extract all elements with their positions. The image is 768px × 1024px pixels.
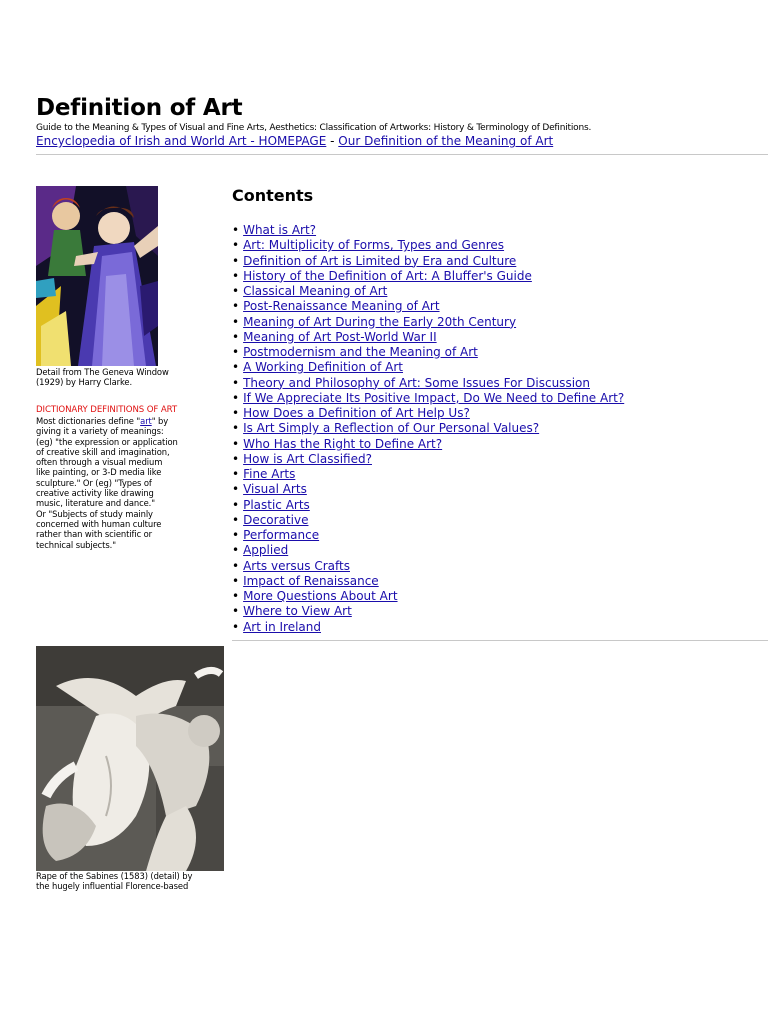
- contents-item: [232, 528, 624, 543]
- contents-list: [232, 223, 624, 635]
- geneva-window-image: [36, 186, 158, 366]
- bullet-icon: •: [232, 223, 240, 237]
- link-separator: -: [330, 134, 335, 148]
- bullet-icon: •: [232, 253, 240, 268]
- contents-item: [232, 620, 624, 635]
- caption-line: the hugely influential Florence-based: [36, 881, 189, 892]
- dictionary-heading: DICTIONARY DEFINITIONS OF ART: [36, 405, 178, 415]
- contents-link[interactable]: Visual Arts: [243, 482, 307, 497]
- contents-item: [232, 376, 624, 391]
- rape-of-sabines-image: [36, 646, 224, 871]
- contents-link[interactable]: Theory and Philosophy of Art: Some Issues For Discussion: [243, 375, 590, 390]
- contents-item: [232, 513, 624, 528]
- bullet-icon: •: [232, 558, 240, 573]
- contents-link[interactable]: How is Art Classified?: [243, 451, 372, 466]
- dict-line: technical subjects.": [36, 539, 116, 550]
- contents-link[interactable]: What is Art?: [243, 223, 317, 237]
- dict-line: often through a visual medium: [36, 457, 163, 468]
- geneva-window-caption: Detail from The Geneva Window (1929) by Harry Clarke.: [36, 367, 169, 388]
- contents-item: [232, 604, 624, 619]
- bullet-icon: •: [232, 573, 240, 588]
- header-links: [36, 134, 553, 149]
- bullet-icon: •: [232, 589, 240, 603]
- contents-item: [232, 498, 624, 513]
- contents-link[interactable]: Applied: [243, 543, 289, 558]
- contents-link[interactable]: Classical Meaning of Art: [243, 284, 388, 298]
- dict-line: giving it a variety of meanings:: [36, 426, 164, 437]
- caption-line: Rape of the Sabines (1583) (detail) by: [36, 871, 193, 881]
- bullet-icon: •: [232, 497, 240, 512]
- contents-link[interactable]: More Questions About Art: [243, 589, 398, 603]
- dict-line: rather than with scientific or: [36, 529, 153, 540]
- contents-link[interactable]: A Working Definition of Art: [243, 360, 404, 375]
- contents-item: [232, 315, 624, 330]
- contents-item: [232, 223, 624, 238]
- dict-line: music, literature and dance.": [36, 498, 155, 509]
- contents-link[interactable]: History of the Definition of Art: A Bluffer's Guide: [243, 268, 532, 283]
- contents-item: [232, 330, 624, 345]
- dict-line: creative activity like drawing: [36, 488, 154, 499]
- contents-link[interactable]: Fine Arts: [243, 467, 296, 481]
- contents-item: [232, 360, 624, 375]
- header-divider: [36, 154, 768, 155]
- page-title: Definition of Art: [36, 95, 243, 121]
- contents-link[interactable]: Arts versus Crafts: [243, 558, 350, 573]
- bullet-icon: •: [232, 512, 240, 527]
- bullet-icon: •: [232, 314, 240, 329]
- contents-item: [232, 543, 624, 558]
- dict-line: sculpture." Or (eg) "Types of: [36, 477, 152, 488]
- contents-item: [232, 345, 624, 360]
- contents-link[interactable]: How Does a Definition of Art Help Us?: [243, 406, 470, 420]
- dict-line-pre: Most dictionaries define ": [36, 416, 141, 426]
- bullet-icon: •: [232, 467, 240, 481]
- dict-line: concerned with human culture: [36, 518, 162, 529]
- contents-link[interactable]: Performance: [243, 528, 320, 542]
- dict-line: like painting, or 3-D media like: [36, 467, 162, 478]
- contents-link[interactable]: Plastic Arts: [243, 497, 310, 512]
- contents-link[interactable]: Definition of Art is Limited by Era and Culture: [243, 253, 517, 268]
- contents-item: [232, 391, 624, 406]
- contents-item: [232, 254, 624, 269]
- bullet-icon: •: [232, 421, 240, 436]
- homepage-link[interactable]: Encyclopedia of Irish and World Art - HOMEPAGE: [36, 134, 327, 148]
- contents-item: [232, 589, 624, 604]
- contents-link[interactable]: Meaning of Art Post-World War II: [243, 329, 437, 344]
- definition-link[interactable]: Our Definition of the Meaning of Art: [338, 134, 554, 148]
- contents-item: [232, 284, 624, 299]
- bullet-icon: •: [232, 436, 240, 451]
- bullet-icon: •: [232, 528, 240, 542]
- contents-item: [232, 437, 624, 452]
- dict-line: Or "Subjects of study mainly: [36, 508, 153, 519]
- contents-link[interactable]: Art: Multiplicity of Forms, Types and Genres: [243, 238, 505, 253]
- bullet-icon: •: [232, 406, 240, 420]
- contents-item: [232, 452, 624, 467]
- bullet-icon: •: [232, 482, 240, 497]
- bullet-icon: •: [232, 360, 240, 375]
- sabines-caption: [36, 871, 216, 892]
- contents-link[interactable]: Is Art Simply a Reflection of Our Personal Values?: [243, 421, 540, 436]
- bullet-icon: •: [232, 543, 240, 558]
- bullet-icon: •: [232, 604, 240, 619]
- contents-link[interactable]: If We Appreciate Its Positive Impact, Do We Need to Define Art?: [243, 390, 625, 405]
- contents-heading: Contents: [232, 186, 314, 205]
- dict-line-post: " by: [151, 416, 169, 426]
- dict-line: of creative skill and imagination,: [36, 446, 170, 457]
- bullet-icon: •: [232, 329, 240, 344]
- bullet-icon: •: [232, 268, 240, 283]
- contents-item: [232, 238, 624, 253]
- contents-link[interactable]: Postmodernism and the Meaning of Art: [243, 345, 478, 359]
- dict-line: (eg) "the expression or application: [36, 436, 178, 447]
- contents-link[interactable]: Post-Renaissance Meaning of Art: [243, 299, 440, 314]
- dictionary-definitions: [36, 416, 196, 550]
- contents-link[interactable]: Decorative: [243, 512, 309, 527]
- bullet-icon: •: [232, 619, 240, 634]
- contents-item: [232, 559, 624, 574]
- contents-link[interactable]: Art in Ireland: [243, 619, 321, 634]
- bullet-icon: •: [232, 284, 240, 298]
- dict-line: [36, 416, 196, 426]
- contents-item: [232, 467, 624, 482]
- contents-divider: [232, 640, 768, 641]
- contents-item: [232, 574, 624, 589]
- contents-item: [232, 421, 624, 436]
- bullet-icon: •: [232, 299, 240, 314]
- contents-link[interactable]: Meaning of Art During the Early 20th Century: [243, 314, 517, 329]
- art-link[interactable]: art: [140, 416, 152, 426]
- bullet-icon: •: [232, 238, 240, 253]
- page-subtitle: Guide to the Meaning & Types of Visual and Fine Arts, Aesthetics: Classification of Artworks: History & Terminology of Definitions.: [36, 123, 592, 133]
- contents-link[interactable]: Where to View Art: [243, 604, 352, 619]
- contents-item: [232, 482, 624, 497]
- bullet-icon: •: [232, 375, 240, 390]
- contents-item: [232, 406, 624, 421]
- bullet-icon: •: [232, 345, 240, 359]
- bullet-icon: •: [232, 390, 240, 405]
- contents-link[interactable]: Who Has the Right to Define Art?: [243, 436, 443, 451]
- contents-link[interactable]: Impact of Renaissance: [243, 573, 379, 588]
- contents-item: [232, 299, 624, 314]
- bullet-icon: •: [232, 451, 240, 466]
- contents-item: [232, 269, 624, 284]
